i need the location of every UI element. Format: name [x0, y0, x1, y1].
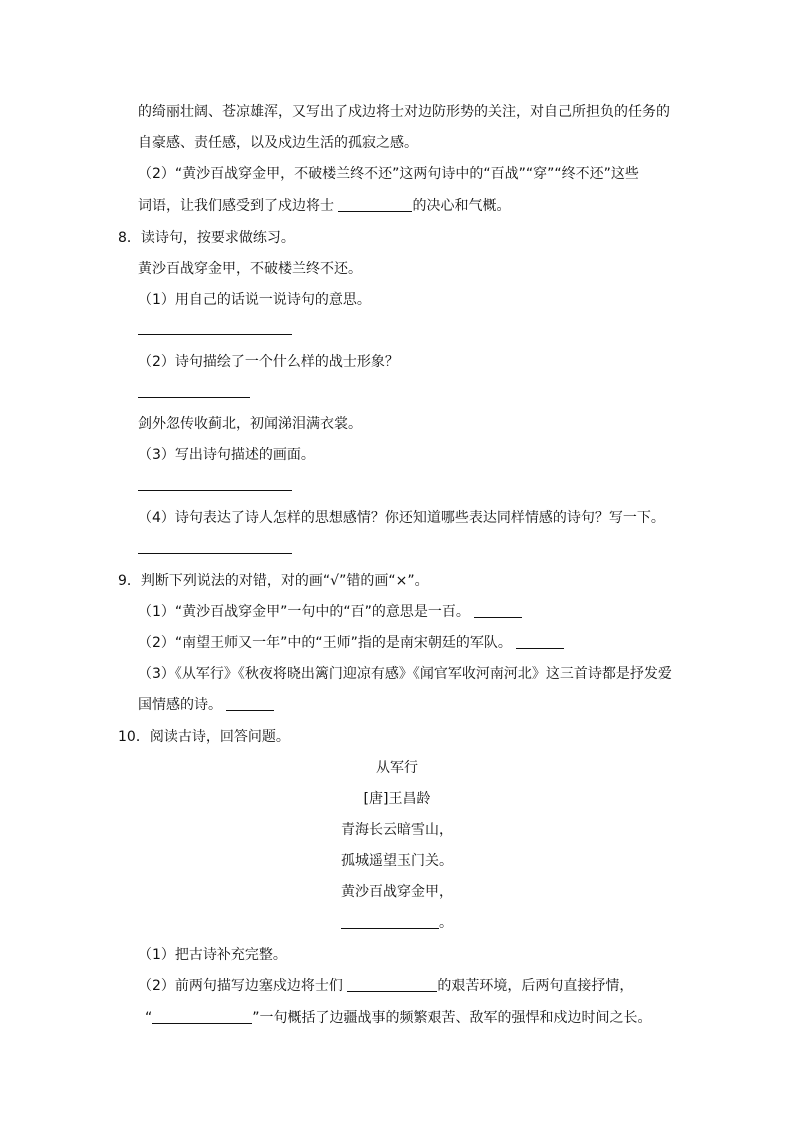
q10-sub1: （1）把古诗补充完整。: [138, 947, 287, 963]
q9-item3-line2: [138, 695, 274, 715]
q8-sub3: （3）写出诗句描述的画面。: [138, 447, 315, 463]
q8-poem2: 剑外忽传收蓟北，初闻涕泪满衣裳。: [138, 416, 362, 432]
q10-sub2-line2: [145, 1008, 652, 1028]
q9-title: 9．判断下列说法的对错，对的画“√”错的画“×”。: [118, 573, 429, 589]
q7-continuation-line2: 自豪感、责任感，以及戍边生活的孤寂之感。: [138, 135, 418, 151]
q9-item2-blank[interactable]: [516, 634, 564, 649]
q10-poem-line4-end: 。: [439, 915, 453, 931]
q10-title: 10．阅读古诗，回答问题。: [118, 729, 290, 745]
q10-sub2-blank1[interactable]: [347, 977, 437, 992]
q9-item1-blank[interactable]: [474, 603, 522, 618]
q8-sub2: （2）诗句描绘了一个什么样的战士形象？: [138, 354, 399, 370]
q8-sub1-answer-line[interactable]: [138, 334, 292, 335]
q10-sub2-blank2[interactable]: [152, 1009, 252, 1024]
q9-item2: [138, 633, 564, 653]
q10-poem-line4-blank[interactable]: [341, 914, 439, 929]
q10-poem-line4: [0, 913, 794, 933]
q10-sub2-text-before: （2）前两句描写边塞戍边将士们: [138, 978, 348, 994]
q8-sub2-answer-line[interactable]: [138, 397, 250, 398]
q9-item1: [138, 602, 522, 622]
q10-sub2-line2-text: ”一句概括了边疆战事的频繁艰苦、敌军的强悍和戍边时间之长。: [252, 1010, 652, 1026]
q7-sub2-line2: [138, 196, 510, 216]
q10-sub2-line1: [138, 976, 633, 996]
q9-item2-text: （2）“南望王师又一年”中的“王师”指的是南宋朝廷的军队。: [138, 635, 517, 651]
q8-poem1: 黄沙百战穿金甲，不破楼兰终不还。: [138, 261, 362, 277]
q10-poem-line1: 青海长云暗雪山，: [341, 822, 453, 838]
q10-sub2-open-quote: “: [145, 1010, 153, 1026]
q8-title: 8．读诗句，按要求做练习。: [118, 230, 295, 246]
q7-sub2-text-before: 词语，让我们感受到了戍边将士: [138, 198, 339, 214]
q7-sub2-blank[interactable]: [338, 197, 412, 212]
q9-item3-line1: （3）《从军行》《秋夜将晓出篱门迎凉有感》《闻官军收河南河北》这三首诗都是抒发爱: [138, 666, 672, 682]
q9-item3-text: 国情感的诗。: [138, 697, 227, 713]
q9-item3-blank[interactable]: [226, 696, 274, 711]
q10-poem-title: 从军行: [376, 760, 418, 776]
q10-poem-line3: 黄沙百战穿金甲，: [341, 884, 453, 900]
q10-poem-author: [唐]王昌龄: [363, 791, 431, 807]
q7-sub2-text-after: 的决心和气概。: [412, 198, 511, 214]
q8-sub4-answer-line[interactable]: [138, 553, 292, 554]
q8-sub3-answer-line[interactable]: [138, 490, 292, 491]
q7-sub2-line1: （2）“黄沙百战穿金甲，不破楼兰终不还”这两句诗中的“百战”“穿”“终不还”这些: [138, 166, 639, 182]
q10-sub2-text-after: 的艰苦环境，后两句直接抒情，: [437, 978, 634, 994]
q9-item1-text: （1）“黄沙百战穿金甲”一句中的“百”的意思是一百。: [138, 604, 475, 620]
q7-continuation-line1: 的绮丽壮阔、苍凉雄浑，又写出了戍边将士对边防形势的关注，对自己所担负的任务的: [138, 104, 670, 120]
q8-sub4: （4）诗句表达了诗人怎样的思想感情？你还知道哪些表达同样情感的诗句？写一下。: [138, 510, 665, 526]
q10-poem-line2: 孤城遥望玉门关。: [341, 853, 453, 869]
q8-sub1: （1）用自己的话说一说诗句的意思。: [138, 292, 371, 308]
